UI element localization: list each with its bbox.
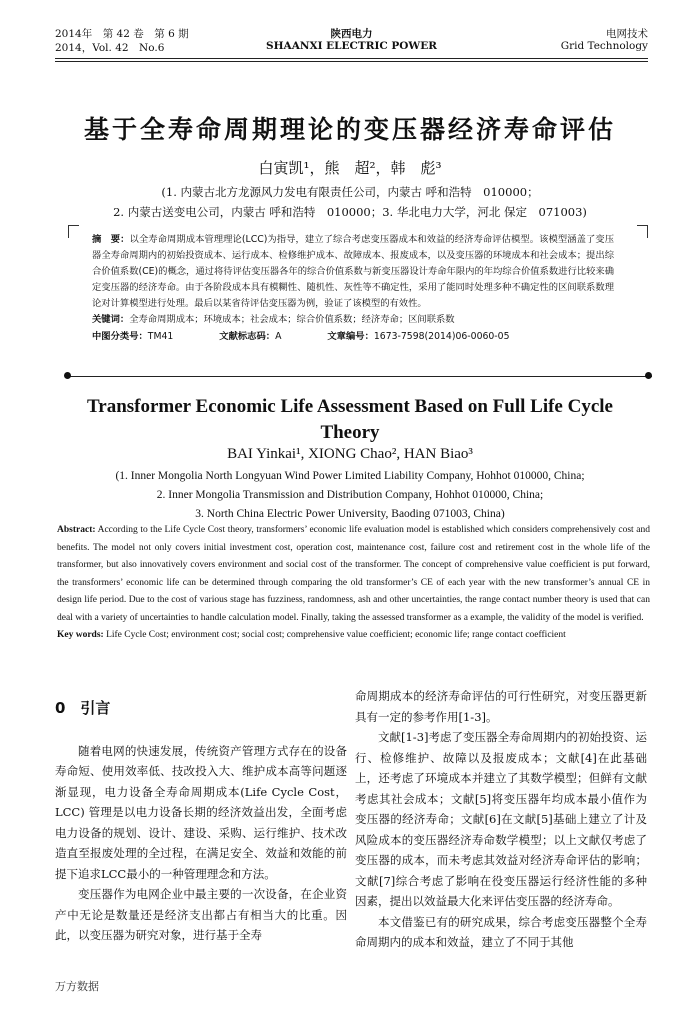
header-rule [55,58,648,59]
authors-cn: 白寅凯¹，熊 超²，韩 彪³ [258,159,442,177]
abstract-label-cn: 摘 要： [92,234,130,245]
keywords-cn: 全寿命周期成本；环境成本；社会成本；综合价值系数；经济寿命；区间联系数 [129,314,455,326]
journal-name-en: SHAANXI ELECTRIC POWER [266,40,437,52]
box-corner [68,225,79,238]
abstract-text-en: According to the Life Cycle Cost theory, transformers’ economic life evaluation model is established which considers comprehensively cost and benefits. The model not only covers initial investment cost, operation cost, maintenance cost, failure cost and retirement cost in the whole life of the transformer, but also innovatively covers environment and social cost of the transformer. The concept of comprehensive value coefficient is put forward, the transformers’ economic life can be determined through comparing the old transformer’s CE of each year with the new transformer’s annual CE in design life period. Due to the cost of various stage has fuzziness, randomness, ash and other uncertainties, the range contact number theory is used that can deal with a variety of uncertainties to handle calculation model. Finally, taking the assessed transformer as a example, the validity of the model is verified. [57,525,651,623]
journal-issue-cn: 2014年 第 42 卷 第 6 期 [55,28,189,40]
paragraph: 随着电网的快速发展，传统资产管理方式存在的设备寿命短、使用效率低、技改投入大、维护成本高等问题逐渐显现，电力设备全寿命周期成本(Life Cycle Cost，LCC) 管理是以电力设备长期的经济效益出发，全面考虑电力设备的规划、设计、建设、采购、运行维护、技术改造直至报废处理的全过程，在满足安全、效益和效能的前提下追求LCC最小的一种管理理念和方法。 [55,743,347,881]
clc-label: 中图分类号： [92,330,148,342]
keywords-en: Life Cycle Cost; environment cost; social cost; comprehensive value coefficient; economic life; range contact coefficient [106,630,566,640]
journal-issue-en: 2014，Vol. 42 No.6 [55,42,165,54]
doc-code-label: 文献标志码： [219,330,276,342]
abstract-label-en: Abstract: [57,525,96,535]
doc-code-value: A [275,330,282,342]
column-name-cn: 电网技术 [606,28,648,40]
paragraph: 本文借鉴已有的研究成果，综合考虑变压器整个全寿命周期内的成本和效益，建立了不同于其他 [355,914,647,949]
clc-value: TM41 [147,330,174,342]
column-name-en: Grid Technology [560,40,648,52]
paper-title-en: Transformer Economic Life Assessment Based on Full Life Cycle Theory [87,396,613,443]
affiliation-cn-1: (1. 内蒙古北方龙源风力发电有限责任公司，内蒙古 呼和浩特 010000； [161,185,539,199]
affiliation-en-2: 2. Inner Mongolia Transmission and Distribution Company, Hohhot 010000, China; [156,489,544,501]
body-column-right [355,686,647,953]
paper-title-cn: 基于全寿命周期理论的变压器经济寿命评估 [83,115,616,144]
abstract-separator [68,376,652,377]
paragraph: 文献[1-3]考虑了变压器全寿命周期内的初始投资、运行、检修维护、故障以及报废成本；文献[4]在此基础上，还考虑了环境成本并建立了其数学模型；但鲜有文献考虑其社会成本；文献[5]将变压器年均成本最小值作为变压器的经济寿命；文献[6]在文献[5]基础上建立了计及风险成本的变压器经济寿命数学模型；以上文献仅考虑了变压器的成本，而未考虑其效益对经济寿命评估的影响；文献[7]综合考虑了影响在役变压器运行经济性能的多种因素，提出以效益最大化来评估变压器的经济寿命。 [355,730,647,908]
authors-en: BAI Yinkai¹, XIONG Chao², HAN Biao³ [227,446,473,462]
watermark-footer: 万方数据 [55,980,99,993]
paragraph: 变压器作为电网企业中最主要的一次设备，在企业资产中无论是数量还是经济支出都占有相当大的比重。因此，以变压器为研究对象，进行基于全寿 [55,887,347,942]
affiliation-en-3: 3. North China Electric Power University, Baoding 071003, China) [195,508,505,520]
article-no-value: 1673-7598(2014)06-0060-05 [373,330,510,342]
box-corner [637,225,648,238]
article-no-label: 文章编号： [327,330,374,342]
header-rule-thin [55,61,648,62]
section-heading-introduction: 0 引言 [55,699,111,717]
keywords-label-cn: 关键词： [92,314,130,326]
abstract-cn [92,232,614,345]
abstract-en [57,522,650,645]
abstract-text-cn: 以全寿命周期成本管理理论(LCC)为指导，建立了综合考虑变压器成本和效益的经济寿命评估模型。该模型涵盖了变压器全寿命周期内的初始投资成本、运行成本、检修维护成本、故障成本、报废成本，以及变压器的环境成本和社会成本；提出综合价值系数(CE)的概念，通过将待评估变压器各年的综合价值系数与新变压器设计寿命年限内的年均综合价值系数进行比较来确定变压器的经济寿命。由于各阶段成本具有模糊性、随机性、灰性等不确定性，采用了能同时处理多种不确定性的区间联系数理论对计算模型进行处理。最后以某省待评估变压器为例，验证了该模型的有效性。 [92,234,614,310]
keywords-label-en: Key words: [57,630,104,640]
paragraph: 命周期成本的经济寿命评估的可行性研究，对变压器更新具有一定的参考作用[1-3]。 [355,689,647,724]
separator-dot-left [64,372,71,379]
separator-dot-right [645,372,652,379]
journal-name-cn: 陕西电力 [330,28,373,40]
affiliation-cn-2: 2. 内蒙古送变电公司，内蒙古 呼和浩特 010000；3. 华北电力大学，河北 保定 071003) [113,205,587,219]
body-column-left [55,686,347,946]
affiliation-en-1: (1. Inner Mongolia North Longyuan Wind Power Limited Liability Company, Hohhot 010000, China; [115,470,585,482]
